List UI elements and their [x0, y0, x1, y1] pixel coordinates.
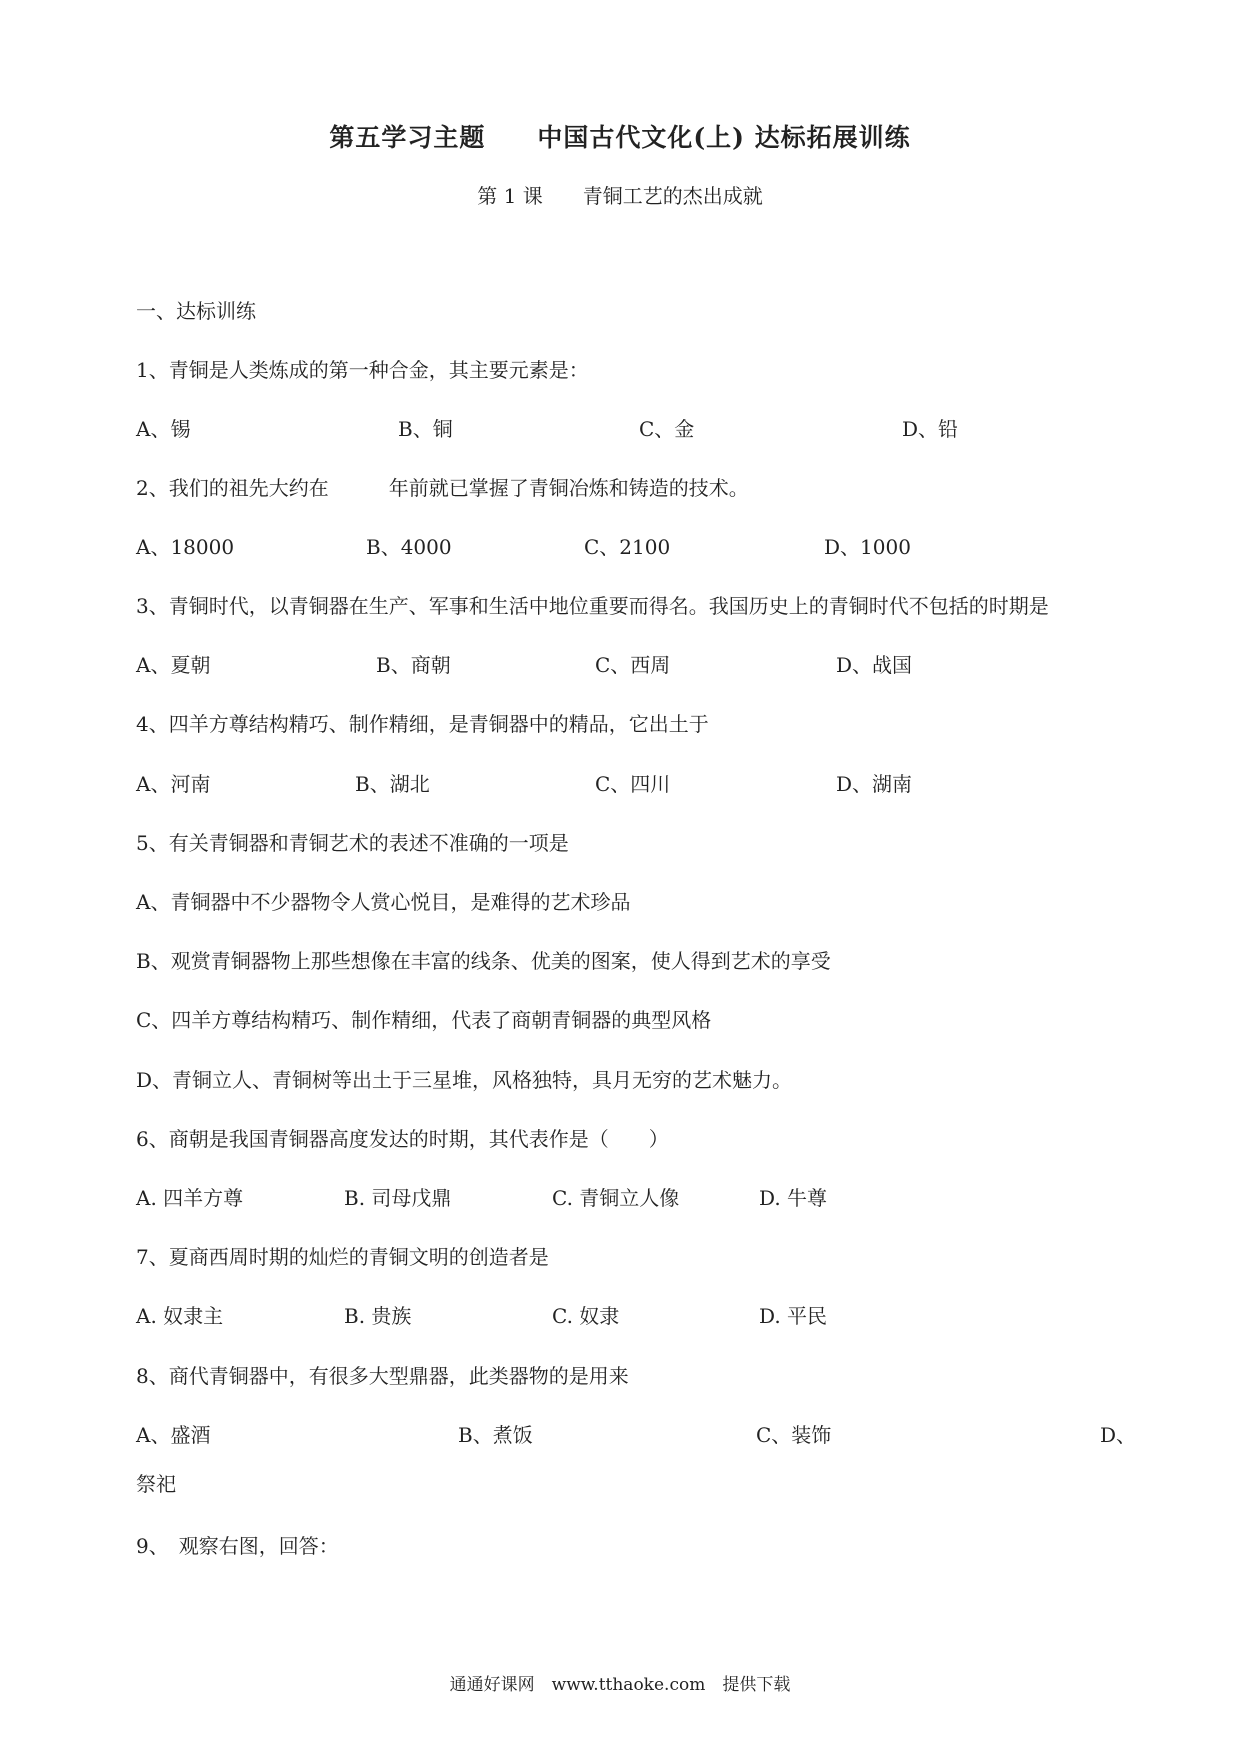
option-b: B. 司母戊鼎: [344, 1186, 452, 1210]
question-3-stem: 3、青铜时代，以青铜器在生产、军事和生活中地位重要而得名。我国历史上的青铜时代不包括的时期是: [136, 594, 1049, 618]
option-d: D、: [1100, 1423, 1137, 1447]
question-5-option-a: A、青铜器中不少器物令人赏心悦目，是难得的艺术珍品: [136, 890, 631, 914]
question-8-stem: 8、商代青铜器中，有很多大型鼎器，此类器物的是用来: [136, 1364, 629, 1388]
lesson-subtitle: 第 1 课 青铜工艺的杰出成就: [477, 184, 763, 208]
option-b: B、4000: [366, 535, 452, 559]
question-8-options: [136, 1421, 1136, 1449]
question-1-stem: 1、青铜是人类炼成的第一种合金，其主要元素是：: [136, 358, 589, 382]
option-c: C. 奴隶: [552, 1304, 620, 1328]
option-a: A、18000: [136, 535, 235, 559]
option-b: B. 贵族: [344, 1304, 412, 1328]
option-c: C. 青铜立人像: [552, 1186, 680, 1210]
option-c: C、四川: [595, 772, 671, 796]
option-d: D. 牛尊: [759, 1186, 828, 1210]
option-c: C、装饰: [756, 1423, 832, 1447]
option-d: D、1000: [824, 535, 911, 559]
page-footer: 通通好课网 www.tthaoke.com 提供下载: [449, 1675, 791, 1695]
option-a: A、盛酒: [136, 1423, 211, 1447]
question-2-stem: 2、我们的祖先大约在 年前就已掌握了青铜冶炼和铸造的技术。: [136, 476, 749, 500]
question-5-option-b: B、观赏青铜器物上那些想像在丰富的线条、优美的图案，使人得到艺术的享受: [136, 949, 831, 973]
question-4-stem: 4、四羊方尊结构精巧、制作精细，是青铜器中的精品，它出土于: [136, 712, 709, 736]
option-b: B、商朝: [376, 653, 451, 677]
option-b: B、煮饭: [458, 1423, 533, 1447]
question-2-options: [136, 533, 1136, 561]
option-b: B、铜: [398, 417, 453, 441]
section-heading: 一、达标训练: [136, 299, 256, 323]
option-d: D、湖南: [836, 772, 913, 796]
option-d: D、铅: [902, 417, 959, 441]
question-9-stem: 9、 观察右图，回答：: [136, 1534, 339, 1558]
question-7-stem: 7、夏商西周时期的灿烂的青铜文明的创造者是: [136, 1245, 549, 1269]
option-a: A. 奴隶主: [136, 1304, 224, 1328]
option-d: D. 平民: [759, 1304, 828, 1328]
question-4-options: [136, 770, 1136, 798]
question-1-options: [136, 415, 1136, 443]
question-5-stem: 5、有关青铜器和青铜艺术的表述不准确的一项是: [136, 831, 569, 855]
question-6-options: [136, 1184, 1136, 1212]
option-c: C、2100: [584, 535, 671, 559]
question-3-options: [136, 651, 1136, 679]
option-c: C、金: [639, 417, 695, 441]
option-d: D、战国: [836, 653, 913, 677]
question-5-option-d: D、青铜立人、青铜树等出土于三星堆，风格独特，具月无穷的艺术魅力。: [136, 1068, 793, 1092]
option-b: B、湖北: [355, 772, 430, 796]
question-7-options: [136, 1302, 1136, 1330]
option-a: A、锡: [136, 417, 191, 441]
option-c: C、西周: [595, 653, 671, 677]
document-title: 第五学习主题 中国古代文化(上) 达标拓展训练: [329, 123, 911, 152]
option-a: A、河南: [136, 772, 211, 796]
question-6-stem: 6、商朝是我国青铜器高度发达的时期，其代表作是（ ）: [136, 1127, 669, 1151]
question-8-option-d-wrap: 祭祀: [136, 1472, 176, 1496]
option-a: A、夏朝: [136, 653, 211, 677]
question-5-option-c: C、四羊方尊结构精巧、制作精细，代表了商朝青铜器的典型风格: [136, 1008, 712, 1032]
option-a: A. 四羊方尊: [136, 1186, 244, 1210]
